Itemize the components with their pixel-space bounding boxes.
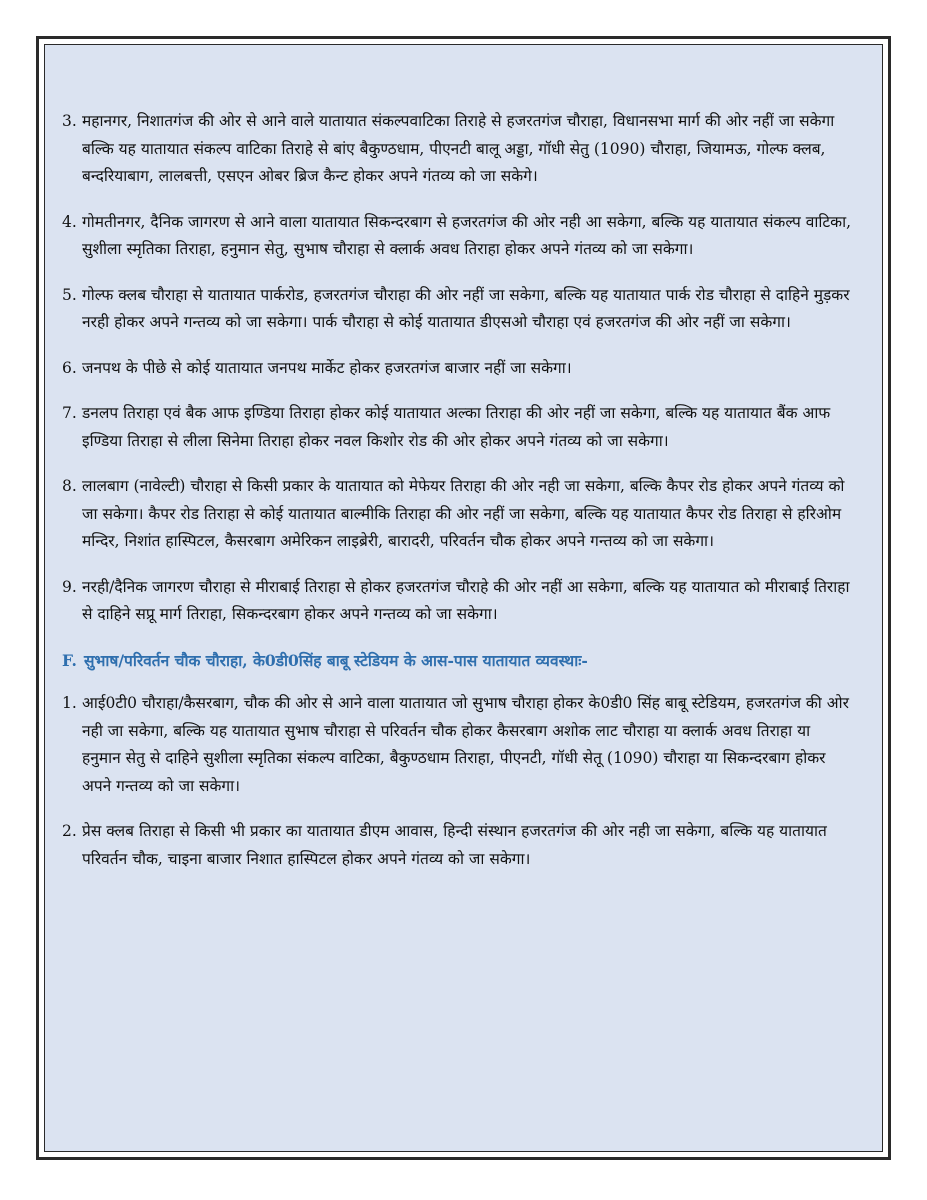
item-text: महानगर, निशातगंज की ओर से आने वाले यातायात संकल्पवाटिका तिराहे से हजरतगंज चौराहा, विधानसभा मार्ग की ओर नहीं जा सकेगा बल्कि यह यातायात संकल्प वाटिका तिराहे से बांए बैकुण्ठधाम, पीएनटी बालू अड्डा, गॉधी सेतु (1090) चौराहा, जियामऊ, गोल्फ क्लब, बन्दरियाबाग, लालबत्ती, एसएन ओबर ब्रिज कैन्ट होकर अपने गंतव्य को जा सकेगे। (82, 112, 835, 185)
item-text: प्रेस क्लब तिराहा से किसी भी प्रकार का यातायात डीएम आवास, हिन्दी संस्थान हजरतगंज की ओर नही जा सकेगा, बल्कि यह यातायात परिवर्तन चौक, चाइना बाजार निशात हास्पिटल होकर अपने गंतव्य को जा सकेगा। (82, 822, 827, 868)
section-title: सुभाष/परिवर्तन चौक चौराहा, के0डी0सिंह बाबू स्टेडियम के आस-पास यातायात व्यवस्थाः- (84, 650, 588, 670)
list-item-5 (62, 282, 852, 337)
item-number: 2. (62, 822, 77, 840)
item-number: 8. (62, 477, 77, 495)
item-text: आई0टी0 चौराहा/कैसरबाग, चौक की ओर से आने वाला यातायात जो सुभाष चौराहा होकर के0डी0 सिंह बाबू स्टेडियम, हजरतगंज की ओर नही जा सकेगा, बल्कि यह यातायात सुभाष चौराहा से परिवर्तन चौक होकर कैसरबाग अशोक लाट चौराहा या क्लार्क अवध तिराहा या हनुमान सेतु से दाहिने सुशीला स्मृतिका संकल्प वाटिका, बैकुण्ठधाम तिराहा, पीएनटी, गॉधी सेतू (1090) चौराहा या सिकन्दरबाग होकर अपने गन्तव्य को जा सकेगा। (82, 694, 849, 795)
item-text: गोमतीनगर, दैनिक जागरण से आने वाला यातायात सिकन्दरबाग से हजरतगंज की ओर नही आ सकेगा, बल्कि यह यातायात संकल्प वाटिका, सुशीला स्मृतिका तिराहा, हनुमान सेतु, सुभाष चौराहा से क्लार्क अवध तिराहा होकर अपने गंतव्य को जा सकेगा। (82, 212, 852, 258)
list-item-8 (62, 473, 852, 556)
item-number: 4. (62, 212, 77, 231)
section-item-1 (62, 690, 852, 800)
item-number: 7. (62, 404, 77, 422)
item-text: जनपथ के पीछे से कोई यातायात जनपथ मार्केट होकर हजरतगंज बाजार नहीं जा सकेगा। (82, 358, 572, 377)
item-text: लालबाग (नावेल्टी) चौराहा से किसी प्रकार के यातायात को मेफेयर तिराहा की ओर नही जा सकेगा, बल्कि कैपर रोड होकर अपने गंतव्य को जा सकेगा। कैपर रोड तिराहा से कोई यातायात बाल्मीकि तिराहा की ओर नहीं जा सकेगा, बल्कि यह यातायात कैपर रोड तिराहा से हरिओम मन्दिर, निशांत हास्पिटल, कैसरबाग अमेरिकन लाइब्रेरी, बारादरी, परिवर्तन चौक होकर अपने गन्तव्य को जा सकेगा। (82, 477, 845, 550)
item-text: गोल्फ क्लब चौराहा से यातायात पार्करोड, हजरतगंज चौराहा की ओर नहीं जा सकेगा, बल्कि यह यातायात पार्क रोड चौराहा से दाहिने मुड़कर नरही होकर अपने गन्तव्य को जा सकेगा। पार्क चौराहा से कोई यातायात डीएसओ चौराहा एवं हजरतगंज की ओर नहीं जा सकेगा। (82, 285, 850, 331)
item-number: 5. (62, 285, 77, 304)
document-body (62, 108, 852, 891)
item-number: 6. (62, 358, 77, 377)
list-item-4 (62, 209, 852, 264)
list-item-3 (62, 108, 852, 191)
item-text: डनलप तिराहा एवं बैक आफ इण्डिया तिराहा होकर कोई यातायात अल्का तिराहा की ओर नहीं जा सकेगा, बल्कि यह यातायात बैंक आफ इण्डिया तिराहा से लीला सिनेमा तिराहा होकर नवल किशोर रोड की ओर होकर अपने गंतव्य को जा सकेगा। (82, 404, 831, 450)
section-heading-f (62, 647, 852, 675)
item-number: 1. (62, 694, 77, 712)
section-letter: F. (62, 650, 77, 670)
section-item-2 (62, 818, 852, 873)
list-item-6 (62, 355, 852, 383)
list-item-7 (62, 400, 852, 455)
item-text: नरही/दैनिक जागरण चौराहा से मीराबाई तिराहा से होकर हजरतगंज चौराहे की ओर नहीं आ सकेगा, बल्कि यह यातायात को मीराबाई तिराहा से दाहिने सप्रू मार्ग तिराहा, सिकन्दरबाग होकर अपने गन्तव्य को जा सकेगा। (82, 577, 850, 623)
item-number: 3. (62, 112, 77, 130)
list-item-9 (62, 574, 852, 629)
item-number: 9. (62, 577, 77, 596)
